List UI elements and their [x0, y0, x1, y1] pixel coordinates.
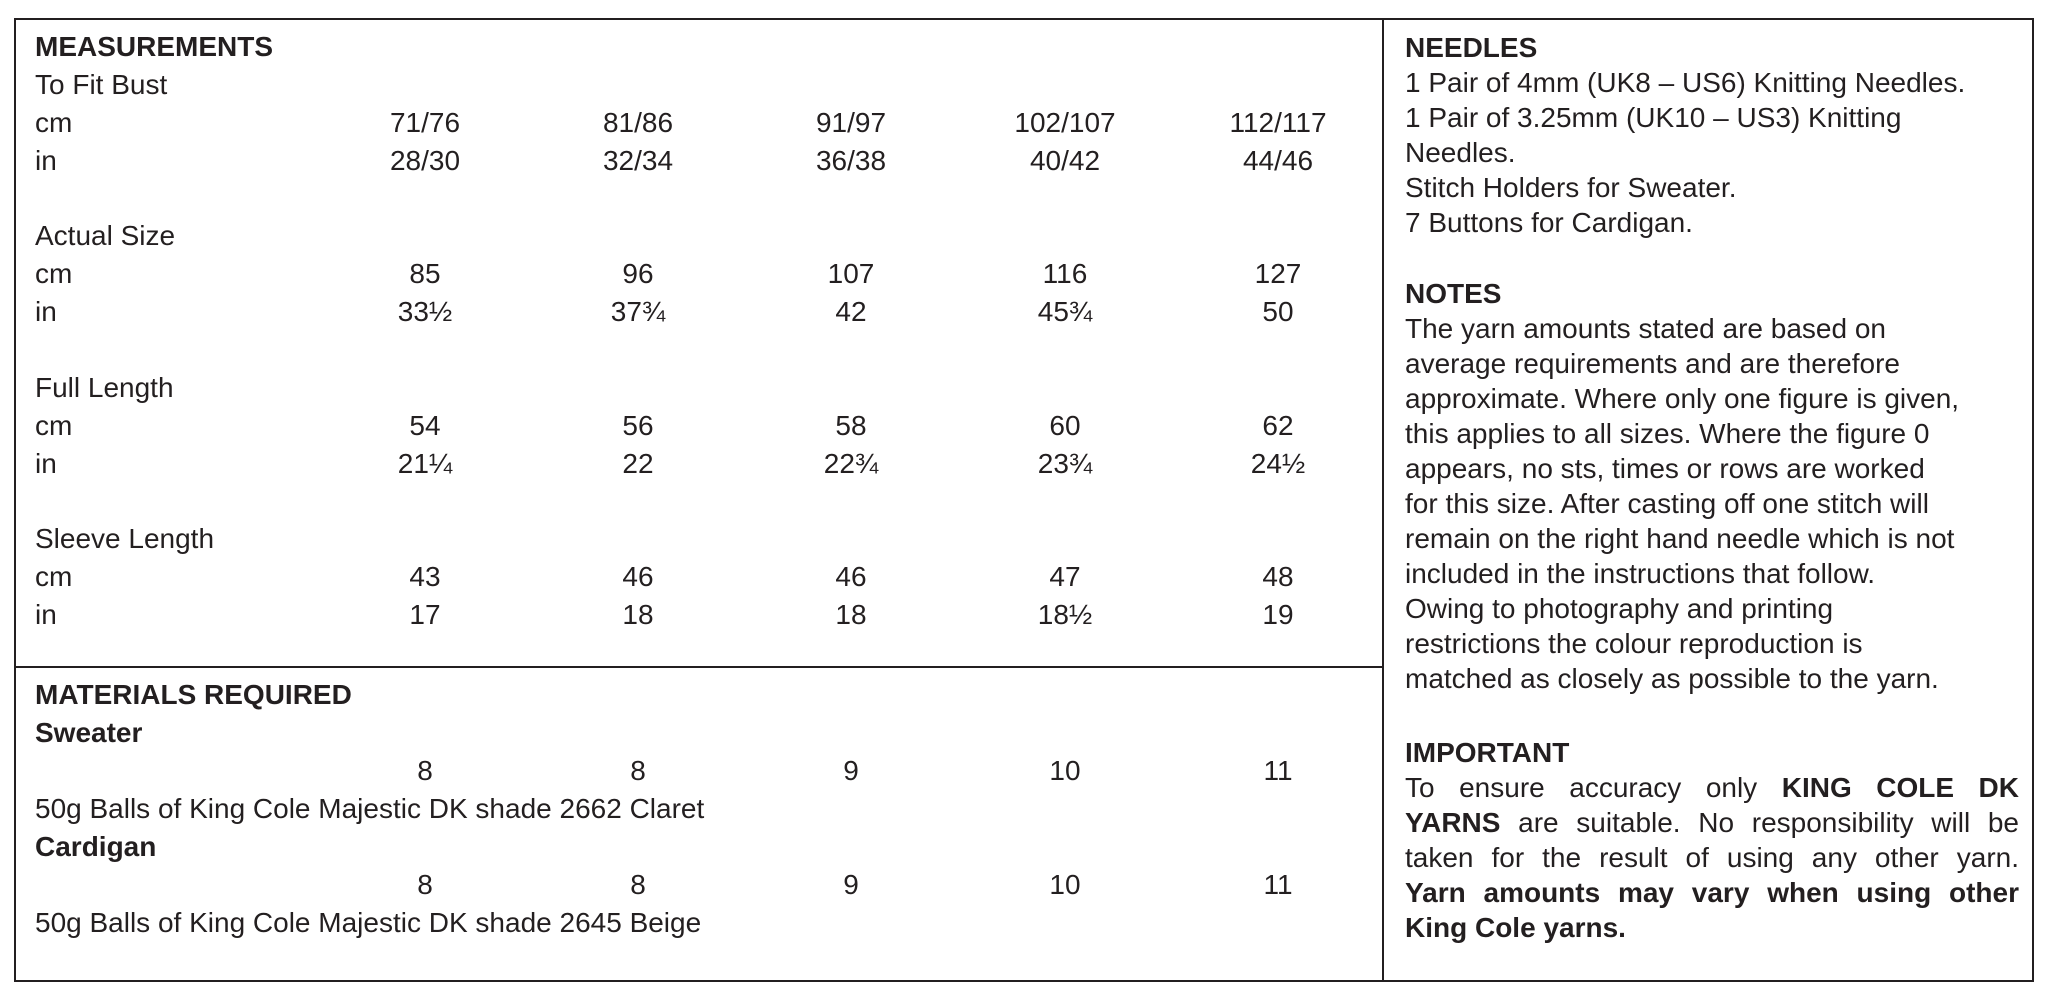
needles-line-1: 1 Pair of 4mm (UK8 – US6) Knitting Needles.: [1405, 67, 1966, 98]
actual-size-cm-label: cm: [35, 258, 73, 289]
notes-heading: NOTES: [1405, 278, 1502, 309]
actual-size-cm-2: 96: [622, 258, 654, 289]
sleeve-length-in-label: in: [35, 599, 57, 630]
full-length-in-label: in: [35, 448, 57, 479]
to-fit-bust-in-2: 32/34: [602, 145, 674, 176]
sweater-label: Sweater: [35, 717, 143, 748]
notes-line-10: restrictions the colour reproduction is: [1405, 628, 1863, 659]
to-fit-bust-in-label: in: [35, 145, 57, 176]
to-fit-bust-label: To Fit Bust: [35, 69, 168, 100]
sleeve-length-cm-2: 46: [622, 561, 654, 592]
section-divider: [14, 666, 1384, 668]
important-line-1: [1405, 770, 2019, 805]
full-length-in-4: 23¾: [1037, 448, 1093, 479]
cardigan-balls-2: 8: [630, 869, 646, 900]
notes-line-2: average requirements and are therefore: [1405, 348, 1900, 379]
sweater-balls-4: 10: [1049, 755, 1081, 786]
sleeve-length-cm-5: 48: [1262, 561, 1294, 592]
sleeve-length-in-2: 18: [622, 599, 654, 630]
needles-line-5: 7 Buttons for Cardigan.: [1405, 207, 1693, 238]
full-length-cm-1: 54: [409, 410, 441, 441]
to-fit-bust-in-1: 28/30: [389, 145, 461, 176]
sleeve-length-cm-4: 47: [1049, 561, 1081, 592]
important-line-4: Yarn amounts may vary when using other: [1405, 877, 2019, 908]
actual-size-in-3: 42: [835, 296, 867, 327]
sleeve-length-cm-label: cm: [35, 561, 73, 592]
to-fit-bust-cm-2: 81/86: [602, 107, 674, 138]
cardigan-yarn-description: 50g Balls of King Cole Majestic DK shade 2645 Beige: [35, 907, 702, 938]
full-length-cm-label: cm: [35, 410, 73, 441]
cardigan-balls-4: 10: [1049, 869, 1081, 900]
measurements-heading: MEASUREMENTS: [35, 31, 274, 62]
notes-line-8: included in the instructions that follow.: [1405, 558, 1876, 589]
notes-line-4: this applies to all sizes. Where the figure 0: [1405, 418, 1930, 449]
to-fit-bust-in-5: 44/46: [1242, 145, 1314, 176]
actual-size-in-5: 50: [1262, 296, 1294, 327]
needles-line-4: Stitch Holders for Sweater.: [1405, 172, 1737, 203]
cardigan-balls-1: 8: [417, 869, 433, 900]
needles-line-2: 1 Pair of 3.25mm (UK10 – US3) Knitting: [1405, 102, 1902, 133]
important-line-1-brand: KING COLE DK: [1781, 772, 2019, 803]
actual-size-in-4: 45¾: [1037, 296, 1093, 327]
actual-size-in-2: 37¾: [610, 296, 666, 327]
to-fit-bust-cm-3: 91/97: [815, 107, 887, 138]
cardigan-balls-5: 11: [1263, 869, 1293, 900]
full-length-in-1: 21¼: [397, 448, 453, 479]
actual-size-in-1: 33½: [397, 296, 453, 327]
to-fit-bust-in-3: 36/38: [815, 145, 887, 176]
full-length-in-3: 22¾: [823, 448, 879, 479]
full-length-cm-5: 62: [1262, 410, 1294, 441]
sweater-yarn-description: 50g Balls of King Cole Majestic DK shade 2662 Claret: [35, 793, 705, 824]
sleeve-length-in-4: 18½: [1037, 599, 1093, 630]
important-line-3: taken for the result of using any other yarn.: [1405, 842, 2019, 873]
important-line-2: [1405, 805, 2019, 840]
column-divider: [1382, 18, 1384, 982]
notes-line-7: remain on the right hand needle which is not: [1405, 523, 1955, 554]
important-line-1-text: To ensure accuracy only: [1405, 772, 1782, 803]
sweater-balls-3: 9: [843, 755, 859, 786]
to-fit-bust-cm-1: 71/76: [389, 107, 461, 138]
full-length-cm-2: 56: [622, 410, 654, 441]
cardigan-label: Cardigan: [35, 831, 157, 862]
notes-line-11: matched as closely as possible to the yarn.: [1405, 663, 1939, 694]
full-length-cm-3: 58: [835, 410, 867, 441]
sweater-balls-2: 8: [630, 755, 646, 786]
notes-line-6: for this size. After casting off one stitch will: [1405, 488, 1929, 519]
needles-heading: NEEDLES: [1405, 32, 1538, 63]
actual-size-cm-1: 85: [409, 258, 441, 289]
materials-heading: MATERIALS REQUIRED: [35, 679, 352, 710]
sweater-balls-5: 11: [1263, 755, 1293, 786]
notes-line-1: The yarn amounts stated are based on: [1405, 313, 1886, 344]
important-heading: IMPORTANT: [1405, 737, 1570, 768]
actual-size-cm-5: 127: [1254, 258, 1302, 289]
important-line-2-brand: YARNS: [1405, 807, 1501, 838]
sleeve-length-in-5: 19: [1262, 599, 1294, 630]
important-line-5: King Cole yarns.: [1405, 912, 1626, 943]
sleeve-length-cm-3: 46: [835, 561, 867, 592]
notes-line-9: Owing to photography and printing: [1405, 593, 1834, 624]
to-fit-bust-cm-label: cm: [35, 107, 73, 138]
full-length-cm-4: 60: [1049, 410, 1081, 441]
to-fit-bust-in-4: 40/42: [1029, 145, 1101, 176]
full-length-in-5: 24½: [1250, 448, 1306, 479]
sweater-balls-1: 8: [417, 755, 433, 786]
notes-line-5: appears, no sts, times or rows are worked: [1405, 453, 1925, 484]
important-line-2-text: are suitable. No responsibility will be: [1500, 807, 2019, 838]
to-fit-bust-cm-5: 112/117: [1229, 107, 1327, 138]
to-fit-bust-cm-4: 102/107: [1014, 107, 1116, 138]
cardigan-balls-3: 9: [843, 869, 859, 900]
sleeve-length-in-1: 17: [409, 599, 441, 630]
actual-size-in-label: in: [35, 296, 57, 327]
sleeve-length-label: Sleeve Length: [35, 523, 215, 554]
actual-size-cm-3: 107: [827, 258, 875, 289]
full-length-in-2: 22: [622, 448, 654, 479]
sleeve-length-cm-1: 43: [409, 561, 441, 592]
actual-size-label: Actual Size: [35, 220, 176, 251]
sleeve-length-in-3: 18: [835, 599, 867, 630]
needles-line-3: Needles.: [1405, 137, 1516, 168]
full-length-label: Full Length: [35, 372, 174, 403]
actual-size-cm-4: 116: [1042, 258, 1088, 289]
notes-line-3: approximate. Where only one figure is given,: [1405, 383, 1960, 414]
